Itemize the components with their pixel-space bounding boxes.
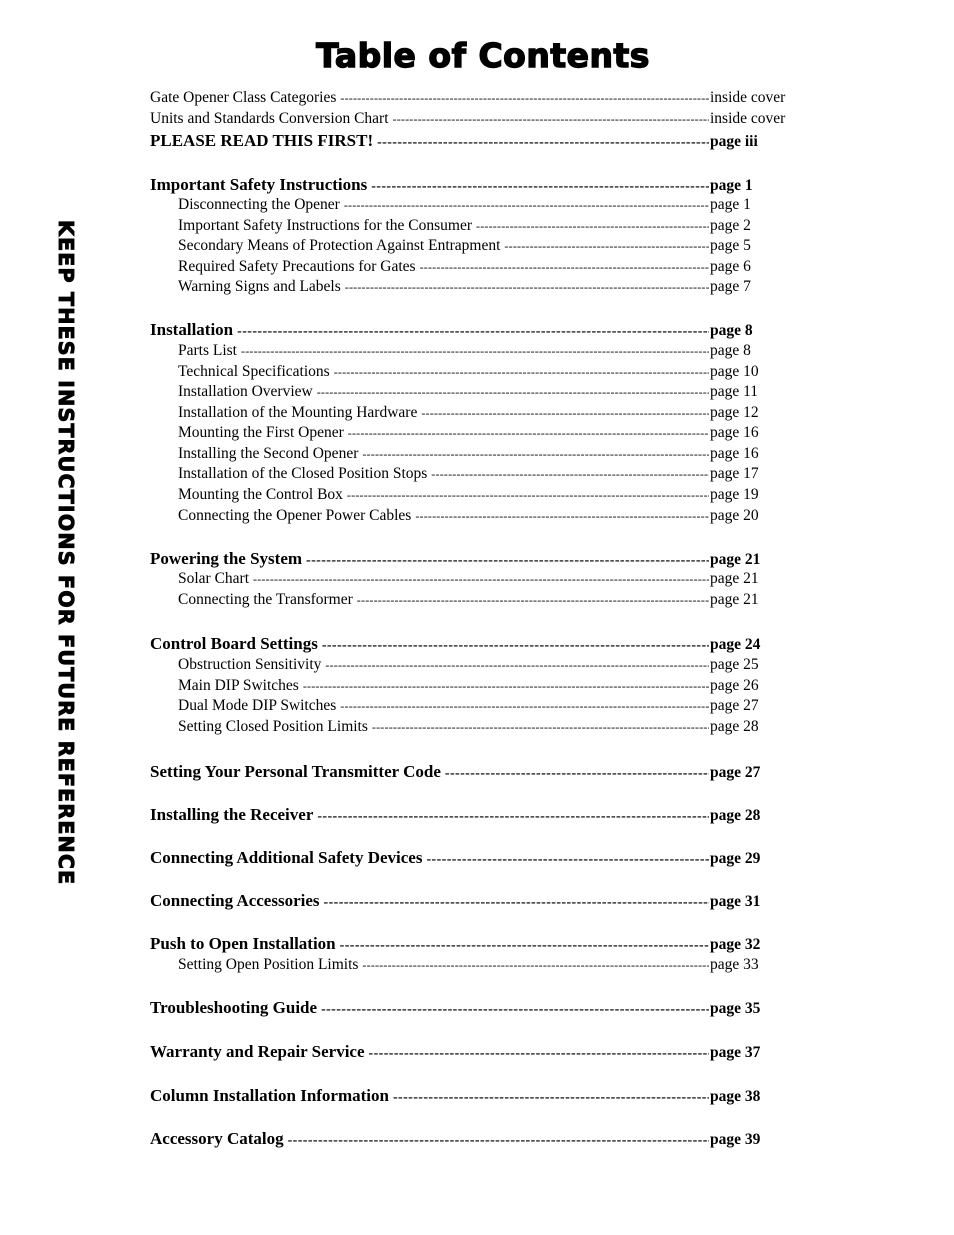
toc-entry-label: Installation of the Mounting Hardware (178, 404, 418, 421)
toc-entry-label: Installation of the Closed Position Stops (178, 465, 428, 482)
toc-subentry (178, 363, 794, 383)
toc-entry (150, 998, 794, 1018)
toc-subentry (178, 258, 794, 278)
page-title: Table of Contents (316, 36, 650, 75)
toc-subentry (178, 697, 794, 717)
toc-entry-page: page 12 (710, 404, 759, 421)
side-banner: KEEP THESE INSTRUCTIONS FOR FUTURE REFERENCE (54, 220, 78, 886)
toc-entry-page: page 10 (710, 363, 759, 380)
dot-leader (321, 998, 709, 1018)
dot-leader (306, 549, 709, 569)
toc-subentry (178, 383, 794, 403)
toc-subentry (178, 217, 794, 237)
toc-entry-label: Connecting the Opener Power Cables (178, 507, 412, 524)
toc-entry-page: page 17 (710, 465, 759, 482)
dot-leader (420, 258, 709, 276)
toc-subentry (178, 237, 794, 257)
toc-entry-label: Mounting the Control Box (178, 486, 343, 503)
toc-entry-page: page 37 (710, 1044, 761, 1061)
dot-leader (317, 805, 709, 825)
toc-entry-page: page 38 (710, 1088, 761, 1105)
toc-entry (150, 110, 794, 130)
toc-subentry (178, 278, 794, 298)
toc-entry-label: Installation (150, 320, 234, 339)
toc-entry-label: Installation Overview (178, 383, 313, 400)
dot-leader (431, 465, 709, 483)
toc-subentry (178, 445, 794, 465)
toc-entry-page: page 32 (710, 936, 761, 953)
toc-entry-label: Required Safety Precautions for Gates (178, 258, 416, 275)
dot-leader (393, 110, 709, 128)
dot-leader (340, 697, 709, 715)
toc-entry (150, 634, 794, 654)
toc-entry (150, 848, 794, 868)
toc-entry-label: Main DIP Switches (178, 677, 299, 694)
toc-entry-page: page 21 (710, 591, 759, 608)
toc-subentry (178, 570, 794, 590)
dot-leader (303, 677, 709, 695)
dot-leader (325, 656, 709, 674)
dot-leader (377, 131, 709, 151)
toc-entry-label: Setting Your Personal Transmitter Code (150, 762, 441, 781)
toc-entry (150, 1086, 794, 1106)
toc-entry-page: page 26 (710, 677, 759, 694)
dot-leader (340, 89, 709, 107)
toc-entry-label: Setting Open Position Limits (178, 956, 359, 973)
dot-leader (348, 424, 709, 442)
toc-entry-page: page 35 (710, 1000, 761, 1017)
toc-entry-page: inside cover (710, 110, 786, 127)
toc-entry-label: Warranty and Repair Service (150, 1042, 365, 1061)
toc-entry-page: page 1 (710, 196, 751, 213)
toc-entry-page: page 8 (710, 342, 751, 359)
dot-leader (357, 591, 709, 609)
toc-entry-label: Push to Open Installation (150, 934, 336, 953)
toc-entry-page: page 27 (710, 697, 759, 714)
toc-entry-label: Solar Chart (178, 570, 250, 587)
dot-leader (504, 237, 709, 255)
dot-leader (237, 320, 709, 340)
toc-entry (150, 934, 794, 954)
toc-entry-label: Installing the Second Opener (178, 445, 359, 462)
toc-entry-label: Obstruction Sensitivity (178, 656, 322, 673)
dot-leader (362, 956, 709, 974)
toc-entry-label: Setting Closed Position Limits (178, 718, 368, 735)
dot-leader (317, 383, 709, 401)
dot-leader (288, 1129, 709, 1149)
toc-subentry (178, 956, 794, 976)
toc-subentry (178, 486, 794, 506)
dot-leader (241, 342, 709, 360)
dot-leader (426, 848, 709, 868)
toc-entry (150, 762, 794, 782)
toc-entry-page: page 33 (710, 956, 759, 973)
dot-leader (476, 217, 709, 235)
toc-entry-page: page 28 (710, 718, 759, 735)
toc-entry-label: PLEASE READ THIS FIRST! (150, 131, 374, 150)
toc-subentry (178, 465, 794, 485)
toc-entry-label: Warning Signs and Labels (178, 278, 341, 295)
toc-entry-page: page 8 (710, 322, 753, 339)
toc-entry-label: Installing the Receiver (150, 805, 314, 824)
toc-subentry (178, 424, 794, 444)
toc-subentry (178, 677, 794, 697)
toc-entry-label: Mounting the First Opener (178, 424, 344, 441)
toc-entry (150, 131, 794, 151)
toc-entry-page: page 31 (710, 893, 761, 910)
toc-entry (150, 1042, 794, 1062)
toc-entry-page: page iii (710, 133, 758, 150)
toc-entry-label: Connecting the Transformer (178, 591, 353, 608)
toc-entry-label: Connecting Additional Safety Devices (150, 848, 423, 867)
dot-leader (253, 570, 709, 588)
toc-entry-label: Important Safety Instructions (150, 175, 368, 194)
toc-entry-label: Accessory Catalog (150, 1129, 284, 1148)
toc-entry-label: Gate Opener Class Categories (150, 89, 337, 106)
dot-leader (421, 404, 709, 422)
toc-entry (150, 549, 794, 569)
toc-entry-page: page 11 (710, 383, 759, 400)
toc-entry-page: page 27 (710, 764, 761, 781)
toc-subentry (178, 196, 794, 216)
toc-entry-label: Units and Standards Conversion Chart (150, 110, 389, 127)
dot-leader (324, 891, 709, 911)
dot-leader (340, 934, 709, 954)
toc-subentry (178, 718, 794, 738)
toc-subentry (178, 591, 794, 611)
toc-entry-label: Column Installation Information (150, 1086, 389, 1105)
toc-entry-label: Disconnecting the Opener (178, 196, 340, 213)
toc-entry-label: Troubleshooting Guide (150, 998, 318, 1017)
dot-leader (334, 363, 709, 381)
toc-entry-label: Control Board Settings (150, 634, 318, 653)
toc-entry-label: Important Safety Instructions for the Consumer (178, 217, 473, 234)
toc-entry-page: page 25 (710, 656, 759, 673)
toc-subentry (178, 404, 794, 424)
toc-entry (150, 320, 794, 340)
toc-entry-page: page 2 (710, 217, 751, 234)
dot-leader (344, 196, 709, 214)
toc-entry (150, 175, 794, 195)
toc-entry (150, 805, 794, 825)
dot-leader (415, 507, 709, 525)
dot-leader (372, 718, 709, 736)
toc-entry-page: inside cover (710, 89, 786, 106)
toc-entry-page: page 20 (710, 507, 759, 524)
dot-leader (362, 445, 709, 463)
toc-entry-label: Connecting Accessories (150, 891, 320, 910)
toc-subentry (178, 507, 794, 527)
dot-leader (371, 175, 709, 195)
toc-entry-page: page 39 (710, 1131, 761, 1148)
dot-leader (347, 486, 709, 504)
toc-entry-page: page 28 (710, 807, 761, 824)
dot-leader (322, 634, 709, 654)
toc-entry (150, 89, 794, 109)
dot-leader (369, 1042, 709, 1062)
toc-entry-label: Dual Mode DIP Switches (178, 697, 337, 714)
toc-entry-page: page 16 (710, 424, 759, 441)
dot-leader (445, 762, 709, 782)
toc-entry (150, 891, 794, 911)
toc-entry-page: page 16 (710, 445, 759, 462)
toc-entry-label: Parts List (178, 342, 237, 359)
toc-subentry (178, 342, 794, 362)
toc-entry-page: page 24 (710, 636, 761, 653)
toc-entry-label: Powering the System (150, 549, 303, 568)
toc-entry-page: page 5 (710, 237, 751, 254)
toc-entry-page: page 19 (710, 486, 759, 503)
toc-entry-page: page 1 (710, 177, 753, 194)
toc-entry-page: page 6 (710, 258, 751, 275)
toc-entry (150, 1129, 794, 1149)
dot-leader (393, 1086, 709, 1106)
toc-entry-label: Secondary Means of Protection Against Entrapment (178, 237, 501, 254)
toc-entry-page: page 7 (710, 278, 751, 295)
dot-leader (345, 278, 709, 296)
toc-entry-page: page 29 (710, 850, 761, 867)
toc-entry-page: page 21 (710, 570, 759, 587)
toc-subentry (178, 656, 794, 676)
toc-entry-page: page 21 (710, 551, 761, 568)
toc-entry-label: Technical Specifications (178, 363, 330, 380)
